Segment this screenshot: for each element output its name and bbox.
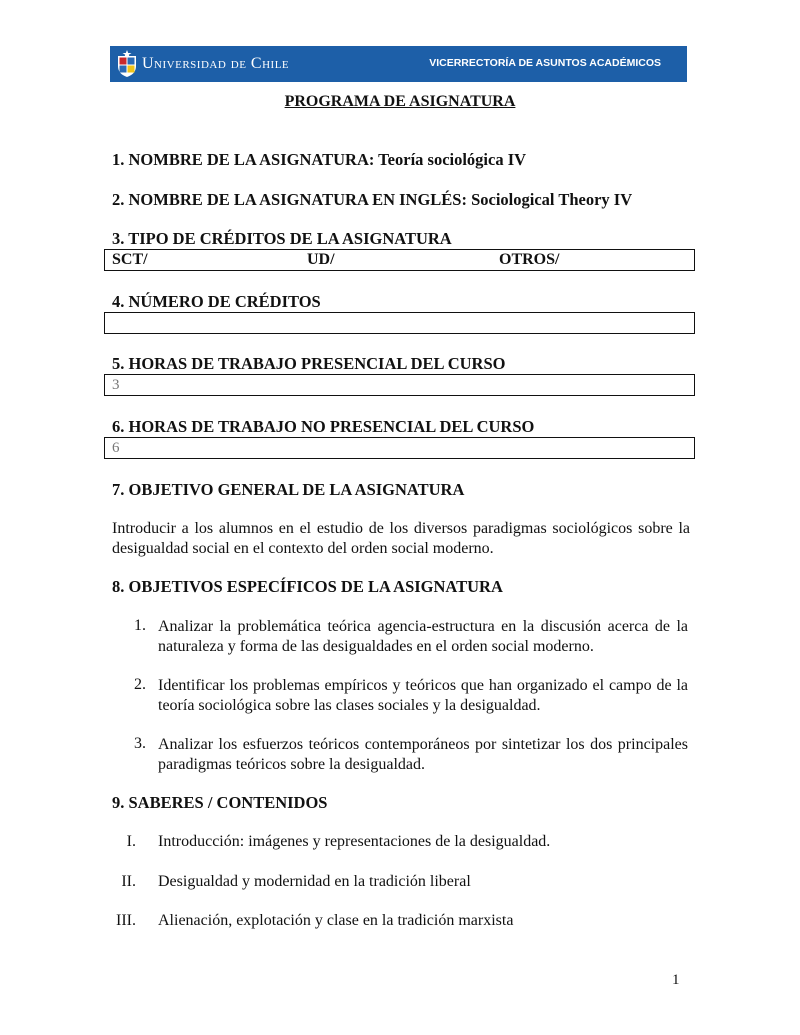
section-8-heading: 8. OBJETIVOS ESPECÍFICOS DE LA ASIGNATURA [112, 577, 503, 596]
credits-number-box [104, 312, 695, 334]
objective-2-number: 2. [134, 676, 146, 693]
non-presential-hours-box [104, 437, 695, 459]
section-1-heading: 1. NOMBRE DE LA ASIGNATURA: Teoría sociológica IV [112, 150, 527, 169]
credit-type-box [104, 249, 695, 271]
credit-otros-label: OTROS/ [499, 251, 560, 268]
section-2-heading: 2. NOMBRE DE LA ASIGNATURA EN INGLÉS: Sociological Theory IV [112, 190, 633, 209]
office-name: VICERRECTORÍA DE ASUNTOS ACADÉMICOS [429, 57, 661, 69]
section-3-heading: 3. TIPO DE CRÉDITOS DE LA ASIGNATURA [112, 229, 452, 248]
document-title: PROGRAMA DE ASIGNATURA [284, 93, 516, 110]
objective-3-number: 3. [134, 735, 146, 752]
non-presential-hours-value: 6 [112, 440, 120, 456]
university-name: Universidad de Chile [142, 55, 290, 72]
credit-ud-label: UD/ [307, 251, 335, 268]
header-banner [110, 46, 687, 82]
content-3-text: Alienación, explotación y clase en la tradición marxista [158, 912, 514, 929]
content-2-text: Desigualdad y modernidad en la tradición liberal [158, 873, 471, 890]
objective-1-number: 1. [134, 617, 146, 634]
section-9-heading: 9. SABERES / CONTENIDOS [112, 793, 328, 812]
objective-1-text: Analizar la problemática teórica agencia-estructura en la discusión acerca de la naturaleza y forma de las desigualdades en el orden social moderno. [158, 618, 688, 655]
content-2-number: II. [121, 873, 136, 890]
section-4-heading: 4. NÚMERO DE CRÉDITOS [112, 292, 321, 311]
section-7-heading: 7. OBJETIVO GENERAL DE LA ASIGNATURA [112, 480, 465, 499]
page-number: 1 [672, 972, 680, 988]
credit-sct-label: SCT/ [112, 251, 148, 268]
section-5-heading: 5. HORAS DE TRABAJO PRESENCIAL DEL CURSO [112, 354, 506, 373]
section-6-heading: 6. HORAS DE TRABAJO NO PRESENCIAL DEL CURSO [112, 417, 535, 436]
content-1-number: I. [126, 833, 136, 850]
presential-hours-value: 3 [112, 377, 120, 393]
content-1-text: Introducción: imágenes y representaciones de la desigualdad. [158, 833, 551, 850]
content-3-number: III. [116, 912, 136, 929]
objective-2-text: Identificar los problemas empíricos y teóricos que han organizado el campo de la teoría sociológica sobre las clases sociales y la desigualdad. [158, 677, 688, 714]
objective-3-text: Analizar los esfuerzos teóricos contemporáneos por sintetizar los dos principales paradigmas teóricos sobre la desigualdad. [158, 736, 688, 773]
presential-hours-box [104, 374, 695, 396]
university-crest-icon [116, 50, 138, 78]
general-objective-text: Introducir a los alumnos en el estudio de los diversos paradigmas sociológicos sobre la desigualdad social en el contexto del orden social moderno. [112, 520, 690, 557]
